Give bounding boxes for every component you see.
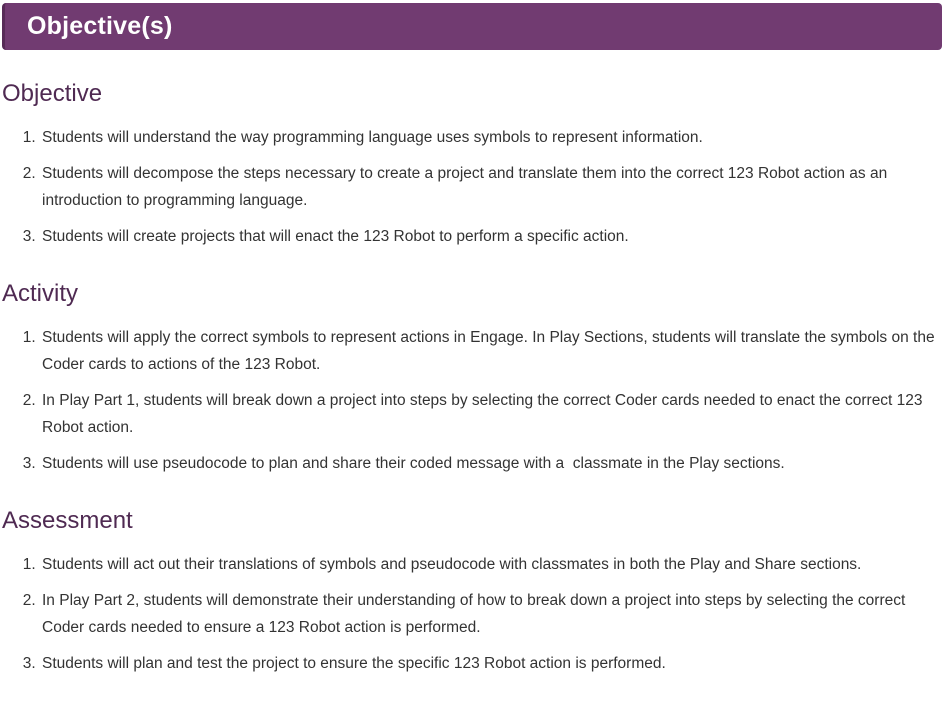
activity-heading: Activity bbox=[2, 280, 79, 307]
objective-heading: Objective bbox=[2, 80, 103, 107]
section-header-bar bbox=[2, 3, 942, 50]
list-item: 1. Students will understand the way programming language uses symbols to represent information. bbox=[40, 124, 939, 151]
list-item: 2. In Play Part 2, students will demonstrate their understanding of how to break down a project into steps by selecting the correct Coder cards needed to ensure a 123 Robot action is performed. bbox=[40, 587, 939, 641]
section-activity bbox=[2, 279, 939, 477]
list-item: 3. Students will plan and test the project to ensure the specific 123 Robot action is performed. bbox=[40, 650, 939, 677]
section-assessment bbox=[2, 506, 939, 677]
section-objective bbox=[2, 79, 939, 250]
list-item: 2. Students will decompose the steps necessary to create a project and translate them into the correct 123 Robot action as an introduction to programming language. bbox=[40, 160, 939, 214]
objective-list bbox=[2, 124, 939, 250]
list-item: 3. Students will use pseudocode to plan and share their coded message with a classmate in the Play sections. bbox=[40, 450, 939, 477]
list-item: 1. Students will apply the correct symbols to represent actions in Engage. In Play Sections, students will translate the symbols on the Coder cards to actions of the 123 Robot. bbox=[40, 324, 939, 378]
section-header-title: Objective(s) bbox=[27, 12, 173, 40]
list-item: 2. In Play Part 1, students will break down a project into steps by selecting the correct Coder cards needed to enact the correct 123 Robot action. bbox=[40, 387, 939, 441]
assessment-heading: Assessment bbox=[2, 507, 133, 534]
assessment-list bbox=[2, 551, 939, 677]
list-item: 1. Students will act out their translations of symbols and pseudocode with classmates in both the Play and Share sections. bbox=[40, 551, 939, 578]
activity-list bbox=[2, 324, 939, 477]
lesson-plan-page bbox=[0, 3, 945, 715]
list-item: 3. Students will create projects that will enact the 123 Robot to perform a specific action. bbox=[40, 223, 939, 250]
content-area bbox=[0, 79, 945, 677]
